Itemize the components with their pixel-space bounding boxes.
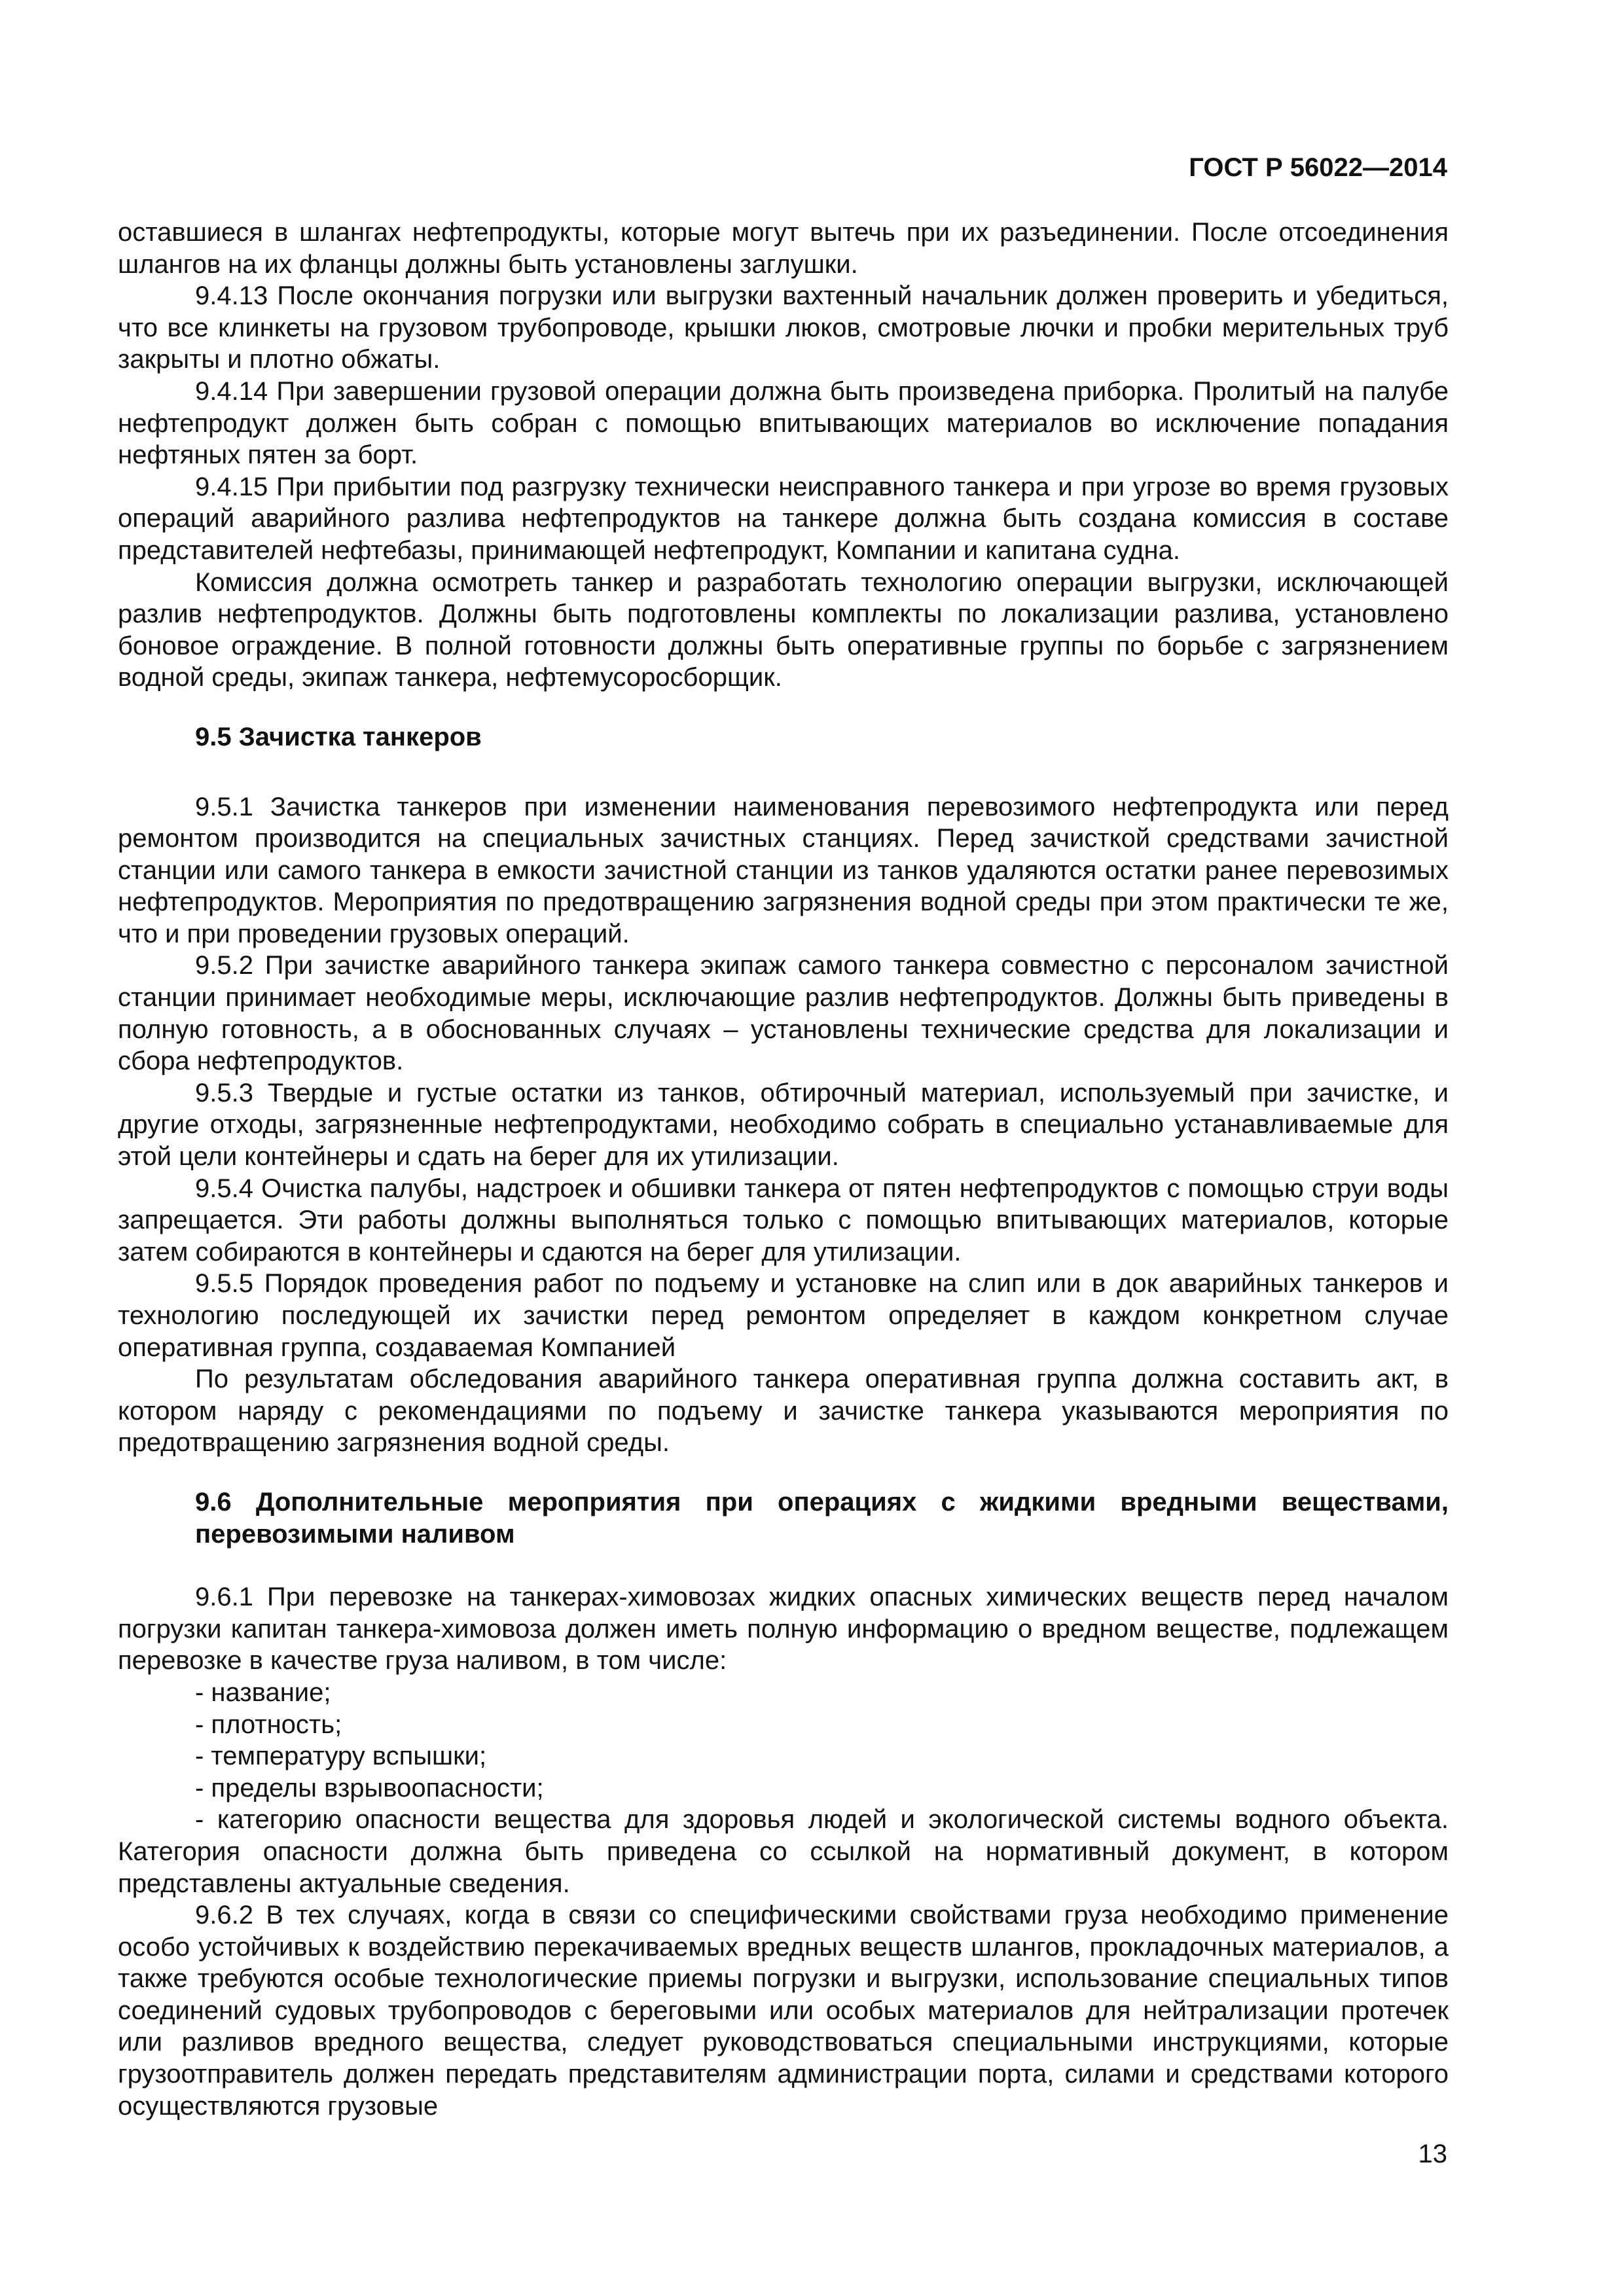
- paragraph-9-5-2: 9.5.2 При зачистке аварийного танкера экипаж самого танкера совместно с персоналом зачистной станции принимает необходимые меры, исключающие разлив нефтепродуктов. Должны быть приведены в полную готовность, а в обоснованных случаях – установлены технические средства для локализации и сбора нефтепродуктов.: [118, 951, 1449, 1076]
- paragraph-9-4-13: 9.4.13 После окончания погрузки или выгрузки вахтенный начальник должен проверить и убедиться, что все клинкеты на грузовом трубопроводе, крышки люков, смотровые лючки и пробки мерительных труб закрыты и плотно обжаты.: [118, 281, 1449, 374]
- paragraph-inspection-results: По результатам обследования аварийного танкера оперативная группа должна составить акт, в котором наряду с рекомендациями по подъему и зачистке танкера указываются мероприятия по предотвращению загрязнения водной среды.: [118, 1365, 1449, 1458]
- list-item-explosion-limits: - пределы взрывоопасности;: [195, 1773, 544, 1803]
- paragraph-commission: Комиссия должна осмотреть танкер и разработать технологию операции выгрузки, исключающей разлив нефтепродуктов. Должны быть подготовлены комплекты по локализации разлива, установлено боновое ограждение. В полной готовности должны быть оперативные группы по борьбе с загрязнением водной среды, экипаж танкера, нефтемусоросборщик.: [118, 567, 1449, 692]
- paragraph-continuation: оставшиеся в шлангах нефтепродукты, которые могут вытечь при их разъединении. После отсоединения шлангов на их фланцы должны быть установлены заглушки.: [118, 218, 1449, 279]
- list-item-flash-point: - температуру вспышки;: [195, 1742, 487, 1771]
- document-code-header: ГОСТ Р 56022—2014: [1189, 153, 1447, 182]
- paragraph-9-4-15: 9.4.15 При прибытии под разгрузку технически неисправного танкера и при угрозе во время грузовых операций аварийного разлива нефтепродуктов на танкере должна быть создана комиссия в составе представителей нефтебазы, принимающей нефтепродукт, Компании и капитана судна.: [118, 472, 1449, 565]
- list-item-density: - плотность;: [195, 1710, 342, 1739]
- section-heading-9-6: 9.6 Дополнительные мероприятия при операциях с жидкими вредными веществами, перевозимыми наливом: [195, 1487, 1449, 1549]
- list-item-name: - название;: [195, 1677, 331, 1707]
- paragraph-9-5-5: 9.5.5 Порядок проведения работ по подъему и установке на слип или в док аварийных танкеров и технологию последующей их зачистки перед ремонтом определяет в каждом конкретном случае оперативная группа, создаваемая Компанией: [118, 1269, 1449, 1362]
- paragraph-9-5-1: 9.5.1 Зачистка танкеров при изменении наименования перевозимого нефтепродукта или перед ремонтом производится на специальных зачистных станциях. Перед зачисткой средствами зачистной станции или самого танкера в емкости зачистной станции из танков удаляются остатки ранее перевозимых нефтепродуктов. Мероприятия по предотвращению загрязнения водной среды при этом практически те же, что и при проведении грузовых операций.: [118, 792, 1449, 948]
- paragraph-9-4-14: 9.4.14 При завершении грузовой операции должна быть произведена приборка. Пролитый на палубе нефтепродукт должен быть собран с помощью впитывающих материалов во исключение попадания нефтяных пятен за борт.: [118, 376, 1449, 470]
- paragraph-9-6-1: 9.6.1 При перевозке на танкерах-химовозах жидких опасных химических веществ перед началом погрузки капитан танкера-химовоза должен иметь полную информацию о вредном веществе, подлежащем перевозке в качестве груза наливом, в том числе:: [118, 1583, 1449, 1676]
- paragraph-9-5-3: 9.5.3 Твердые и густые остатки из танков, обтирочный материал, используемый при зачистке, и другие отходы, загрязненные нефтепродуктами, необходимо собрать в специально устанавливаемые для этой цели контейнеры и сдать на берег для их утилизации.: [118, 1078, 1449, 1172]
- paragraph-9-6-2: 9.6.2 В тех случаях, когда в связи со специфическими свойствами груза необходимо применение особо устойчивых к воздействию перекачиваемых вредных веществ шлангов, прокладочных материалов, а также требуются особые технологические приемы погрузки и выгрузки, использование специальных типов соединений судовых трубопроводов с береговыми или особых материалов для нейтрализации протечек или разливов вредного вещества, следует руководствоваться специальными инструкциями, которые грузоотправитель должен передать представителям администрации порта, силами и средствами которого осуществляются грузовые: [118, 1901, 1449, 2121]
- paragraph-9-5-4: 9.5.4 Очистка палубы, надстроек и обшивки танкера от пятен нефтепродуктов с помощью струи воды запрещается. Эти работы должны выполняться только с помощью впитывающих материалов, которые затем собираются в контейнеры и сдаются на берег для утилизации.: [118, 1174, 1449, 1266]
- document-body: [118, 217, 1449, 2122]
- list-item-hazard-category: - категорию опасности вещества для здоровья людей и экологической системы водного объекта. Категория опасности должна быть приведена со ссылкой на нормативный документ, в котором представлены актуальные сведения.: [118, 1805, 1449, 1898]
- page-number: 13: [1418, 2140, 1447, 2168]
- section-heading-9-5: 9.5 Зачистка танкеров: [195, 722, 482, 751]
